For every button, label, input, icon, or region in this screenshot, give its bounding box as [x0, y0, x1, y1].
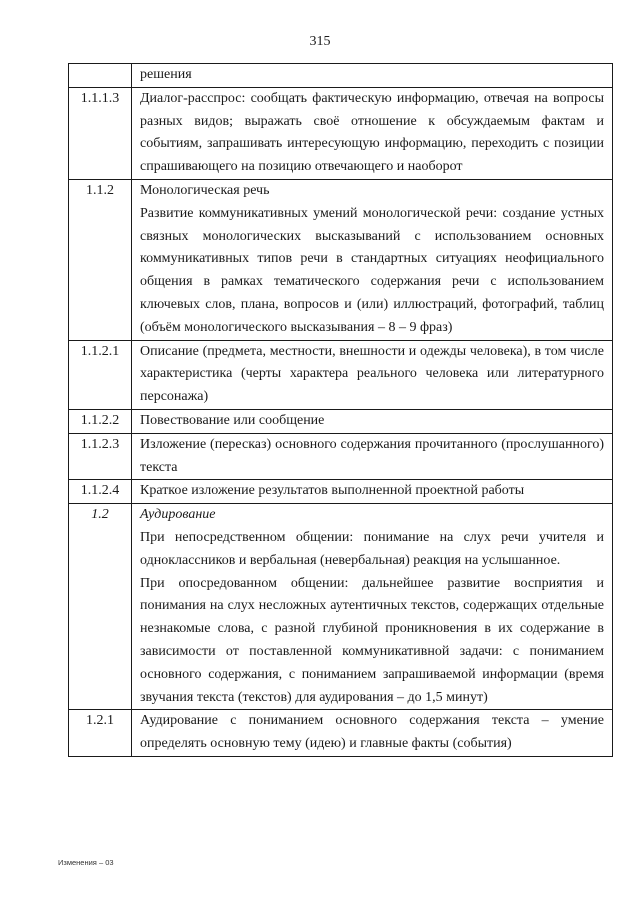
- section-heading: Изложение (пересказ) основного содержания прочитанного (прослушанного) текста: [140, 436, 604, 475]
- section-heading: Описание (предмета, местности, внешности и одежды человека), в том числе характеристика (черты характера реального человека или литературного персонажа): [140, 343, 604, 405]
- footer-note: Изменения – 03: [58, 858, 114, 867]
- table-row: [69, 480, 613, 504]
- table-row: [69, 409, 613, 433]
- table-row: [69, 710, 613, 757]
- section-heading: решения: [140, 67, 192, 82]
- table-row: [69, 504, 613, 710]
- section-code: 1.1.1.3: [69, 87, 132, 179]
- table-body: [69, 64, 613, 757]
- table-row: [69, 64, 613, 88]
- section-content: [132, 64, 613, 88]
- section-heading: Краткое изложение результатов выполненной проектной работы: [140, 483, 525, 499]
- section-code: [69, 64, 132, 88]
- section-heading: Монологическая речь: [140, 182, 270, 198]
- section-heading: Диалог-расспрос: сообщать фактическую информацию, отвечая на вопросы разных видов; выражать своё отношение к обсуждаемым фактам и событиям, запрашивать интересующую информацию, переходить с позиции спрашивающего на позицию отвечающего и наоборот: [140, 90, 604, 175]
- table-row: [69, 179, 613, 340]
- section-code: 1.1.2.4: [69, 480, 132, 504]
- section-code: 1.1.2: [69, 179, 132, 340]
- section-paragraph: При опосредованном общении: дальнейшее развитие восприятия и понимания на слух несложных аутентичных текстов, содержащих отдельные незнакомые слова, с разной глубиной проникновения в их содержание в зависимости от поставленной коммуникативной задачи: с пониманием основного содержания, с пониманием запрашиваемой информации (время звучания текста (текстов) для аудирования – до 1,5 минут): [140, 575, 604, 705]
- section-code: 1.2.1: [69, 710, 132, 757]
- section-code: 1.1.2.2: [69, 409, 132, 433]
- section-heading: Аудирование с пониманием основного содержания текста – умение определять основную тему (идею) и главные факты (события): [140, 713, 604, 752]
- section-heading: Повествование или сообщение: [140, 412, 325, 428]
- content-table: [68, 63, 613, 757]
- page-number: 315: [309, 34, 331, 49]
- section-content: [132, 179, 613, 340]
- section-heading: Аудирование: [140, 507, 216, 523]
- section-code: 1.2: [69, 504, 132, 710]
- section-content: [132, 504, 613, 710]
- section-content: [132, 480, 613, 504]
- section-content: [132, 409, 613, 433]
- table-row: [69, 433, 613, 480]
- section-code: 1.1.2.1: [69, 340, 132, 409]
- section-paragraph: Развитие коммуникативных умений монологической речи: создание устных связных монологических высказываний с использованием основных коммуникативных типов речи в стандартных ситуациях неофициального общения в рамках тематического содержания речи с использованием ключевых слов, плана, вопросов и (или) иллюстраций, фотографий, таблиц (объём монологического высказывания – 8 – 9 фраз): [140, 205, 604, 335]
- section-paragraph: При непосредственном общении: понимание на слух речи учителя и одноклассников и вербальная (невербальная) реакция на услышанное.: [140, 529, 604, 568]
- table-row: [69, 340, 613, 409]
- section-content: [132, 710, 613, 757]
- section-content: [132, 87, 613, 179]
- section-content: [132, 340, 613, 409]
- section-content: [132, 433, 613, 480]
- table-row: [69, 87, 613, 179]
- section-code: 1.1.2.3: [69, 433, 132, 480]
